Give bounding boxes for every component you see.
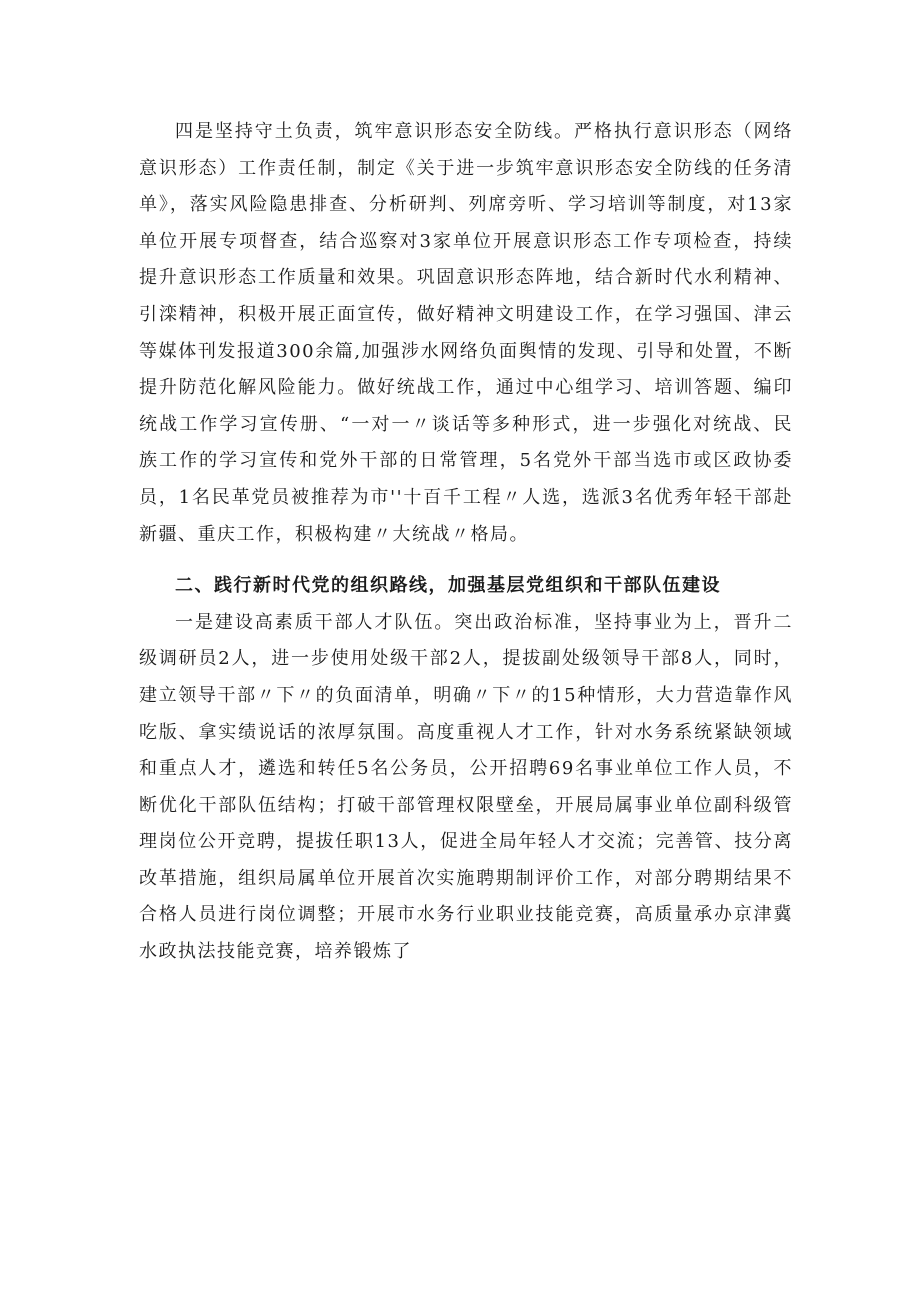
paragraph-ideology-security: 四是坚持守土负责，筑牢意识形态安全防线。严格执行意识形态（网络意识形态）工作责任制，制定《关于进一步筑牢意识形态安全防线的任务清单》，落实风险隐患排查、分析研判、列席旁听、学习培训等制度，对13家单位开展专项督查，结合巡察对3家单位开展意识形态工作专项检查，持续提升意识形态工作质量和效果。巩固意识形态阵地，结合新时代水利精神、引滦精神，积极开展正面宣传，做好精神文明建设工作，在学习强国、津云等媒体刊发报道300余篇,加强涉水网络负面舆情的发现、引导和处置，不断提升防范化解风险能力。做好统战工作，通过中心组学习、培训答题、编印统战工作学习宣传册、“一对一〃谈话等多种形式，进一步强化对统战、民族工作的学习宣传和党外干部的日常管理，5名党外干部当选市或区政协委员，1名民革党员被推荐为市''十百千工程〃人选，选派3名优秀年轻干部赴新疆、重庆工作，积极构建〃大统战〃格局。	[139, 121, 793, 545]
section-heading-organization: 二、践行新时代党的组织路线，加强基层党组织和干部队伍建设	[175, 575, 721, 597]
paragraph-cadre-team: 一是建设高素质干部人才队伍。突出政治标准，坚持事业为上，晋升二级调研员2人，进一步使用处级干部2人，提拔副处级领导干部8人，同时，建立领导干部〃下〃的负面清单，明确〃下〃的15种情形，大力营造靠作风吃版、拿实绩说话的浓厚氛围。高度重视人才工作，针对水务系统紧缺领域和重点人才，遴选和转任5名公务员，公开招聘69名事业单位工作人员，不断优化干部队伍结构；打破干部管理权限壁垒，开展局属事业单位副科级管理岗位公开竞聘，提拔任职13人，促进全局年轻人才交流；完善管、技分离改革措施，组织局属单位开展首次实施聘期制评价工作，对部分聘期结果不合格人员进行岗位调整；开展市水务行业职业技能竞赛，高质量承办京津冀水政执法技能竞赛，培养锻炼了	[139, 611, 793, 963]
document-body	[139, 114, 793, 971]
